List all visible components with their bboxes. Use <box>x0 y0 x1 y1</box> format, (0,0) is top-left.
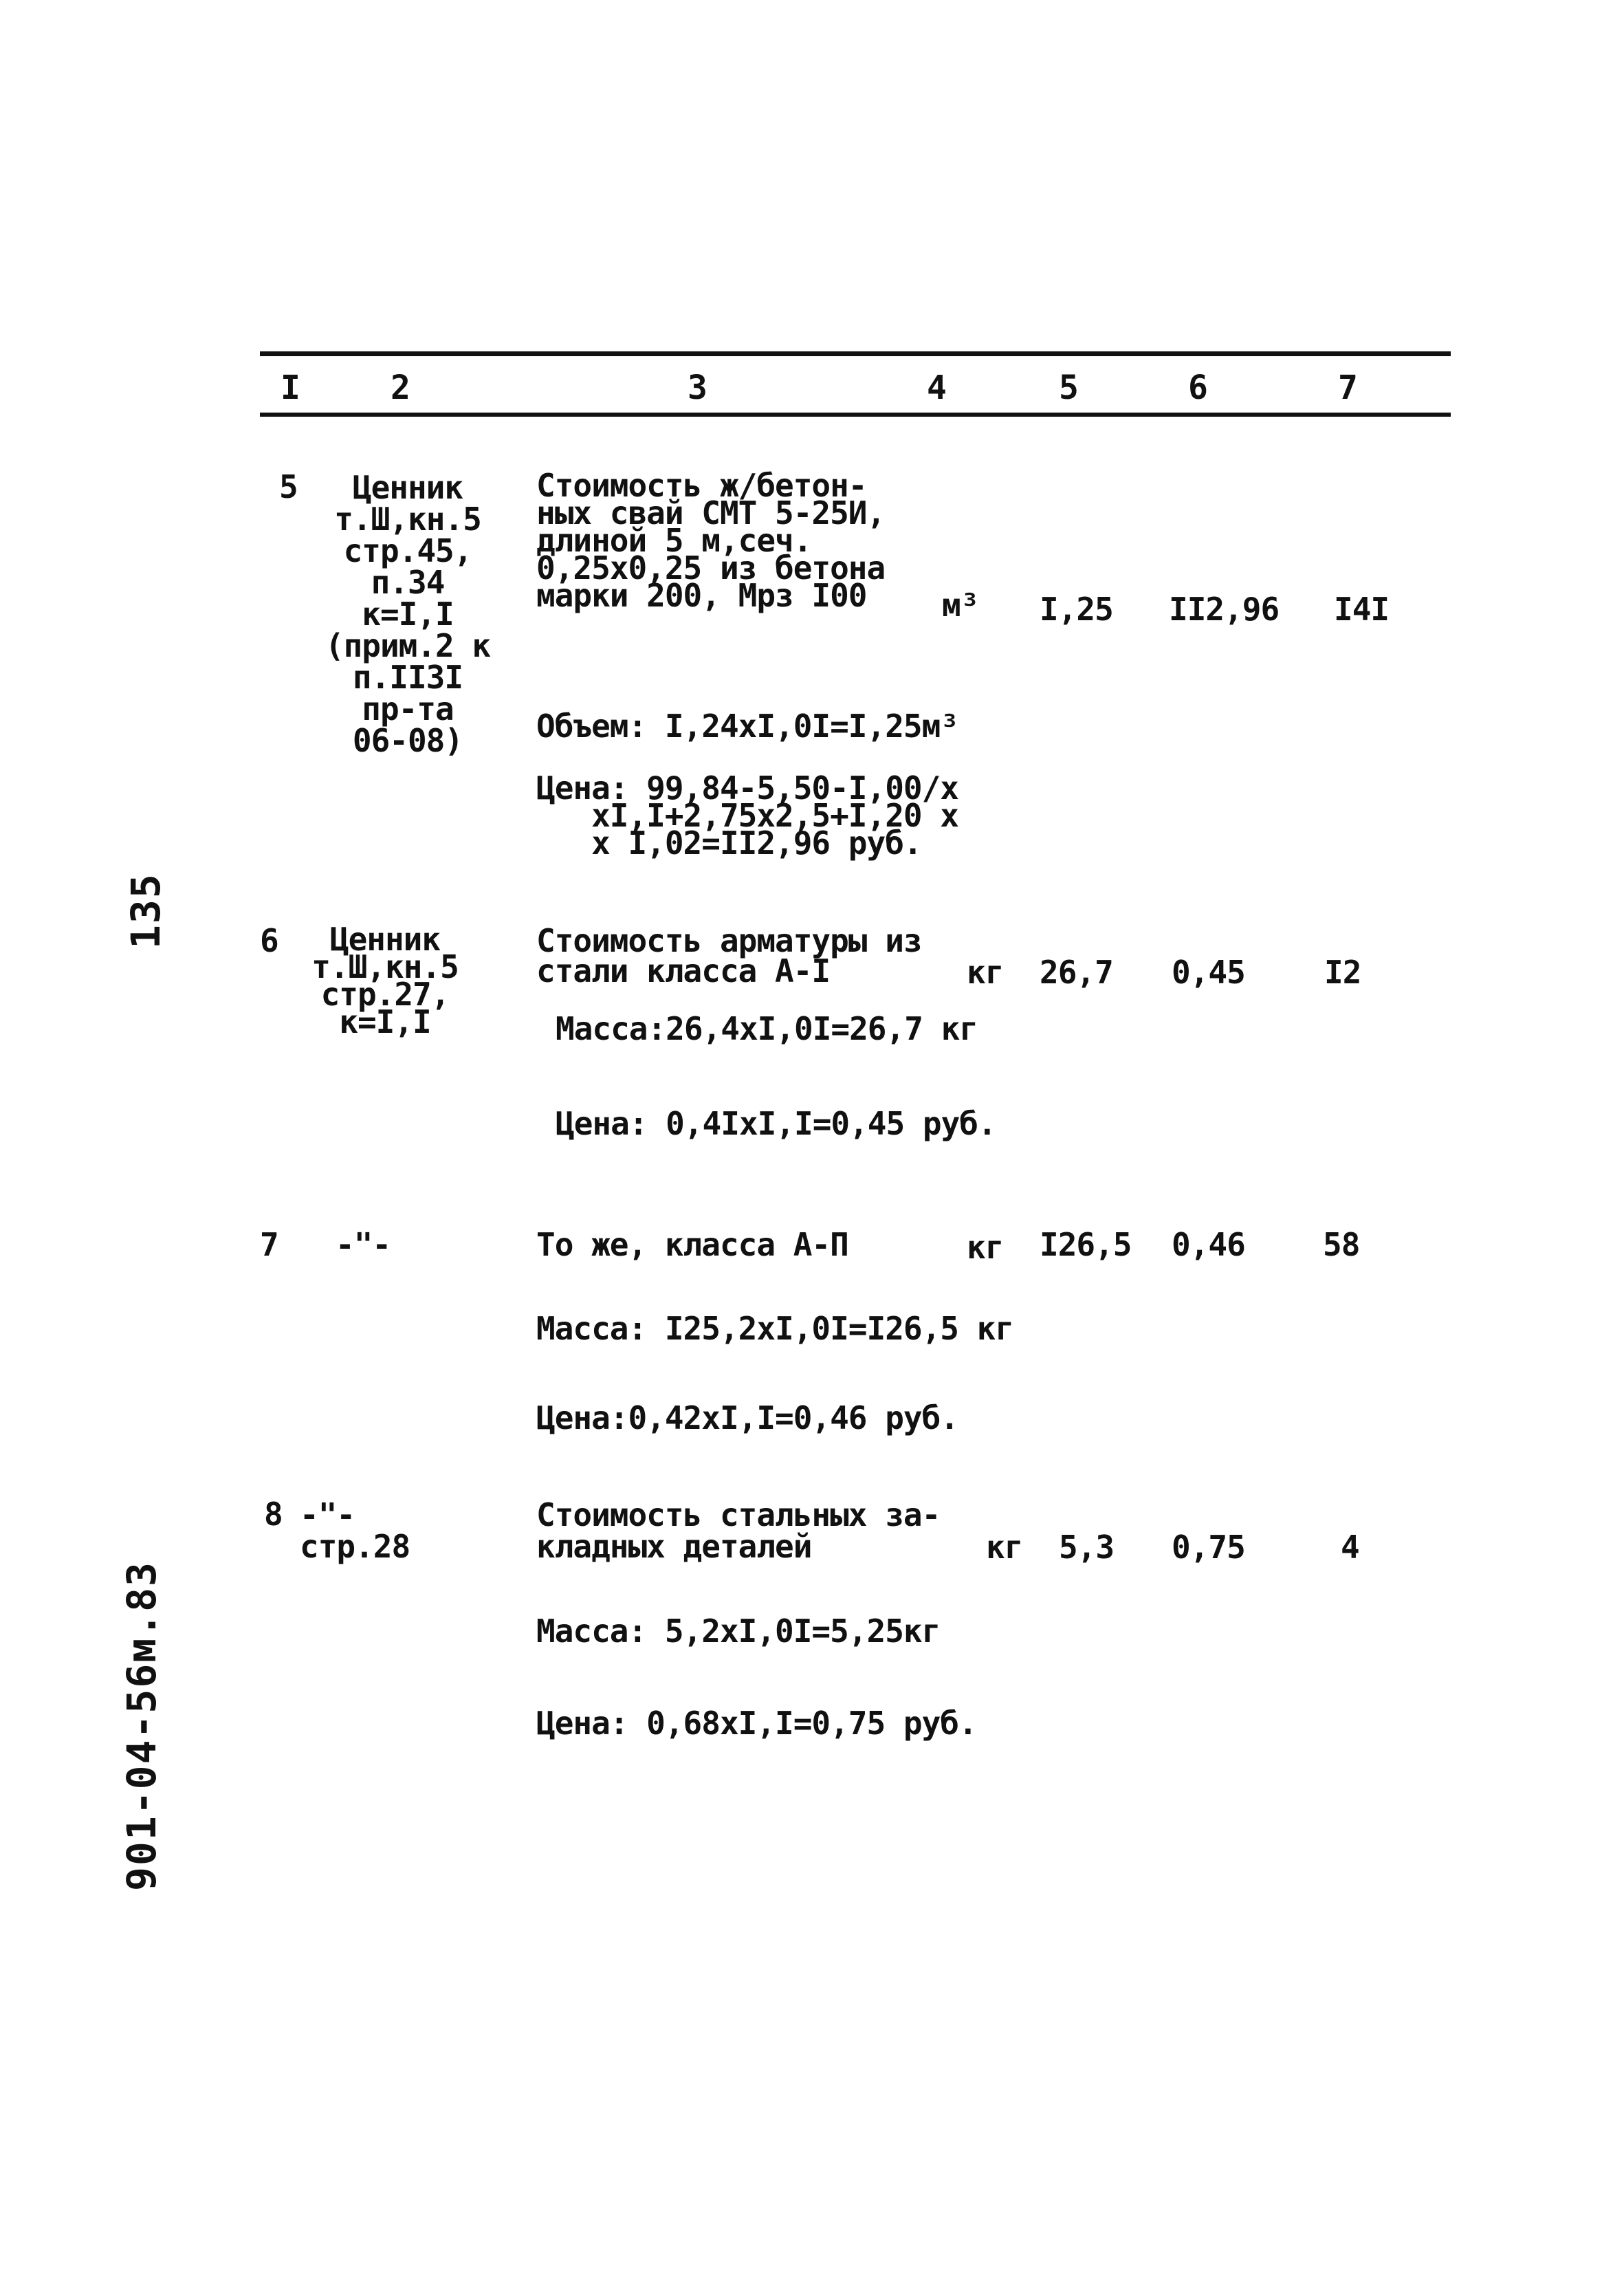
row-7-source: -"- <box>336 1226 391 1263</box>
col-header-7: 7 <box>1338 369 1358 407</box>
row-7-number: 7 <box>260 1226 278 1263</box>
col-header-4: 4 <box>927 369 947 407</box>
document-code: 901-04-56м.83 <box>118 1561 165 1891</box>
col-header-2: 2 <box>391 369 410 407</box>
page-number: 135 <box>122 873 169 949</box>
row-7-mass-calc: Масса: I25,2хI,0I=I26,5 кг <box>536 1310 1014 1347</box>
row-6-price: 0,45 <box>1172 954 1245 991</box>
row-6-qty: 26,7 <box>1040 954 1113 991</box>
col-header-3: 3 <box>688 369 707 407</box>
row-7-price-calc: Цена:0,42хI,I=0,46 руб. <box>536 1399 958 1436</box>
row-8-qty: 5,3 <box>1059 1529 1115 1566</box>
row-6-unit: кг <box>967 954 1004 991</box>
row-5-qty: I,25 <box>1040 591 1113 628</box>
row-8-number: 8 <box>264 1496 283 1533</box>
header-top-rule <box>260 351 1451 356</box>
row-8-mass-calc: Масса: 5,2хI,0I=5,25кг <box>536 1612 941 1650</box>
row-6-description: Стоимость арматуры из стали класса А-I <box>536 922 922 990</box>
row-6-price-calc: Цена: 0,4IхI,I=0,45 руб. <box>556 1105 996 1142</box>
row-8-unit: кг <box>986 1529 1023 1566</box>
row-7-description: То же, класса А-П <box>536 1226 848 1263</box>
row-5-price-calc: Цена: 99,84-5,50-I,00/х хI,I+2,75х2,5+I,20 х х I,02=II2,96 руб. <box>536 769 958 862</box>
row-8-price-calc: Цена: 0,68хI,I=0,75 руб. <box>536 1705 977 1742</box>
header-bottom-rule <box>260 413 1451 417</box>
row-5-price: II2,96 <box>1169 591 1280 628</box>
col-header-6: 6 <box>1188 369 1208 407</box>
row-5-total: I4I <box>1334 591 1390 628</box>
row-5-unit: м³ <box>942 587 979 624</box>
row-7-price: 0,46 <box>1172 1226 1245 1263</box>
row-5-source: Ценник т.Ш,кн.5 стр.45, п.34 к=I,I (прим.2 к п.II3I пр-та 06-08) <box>325 469 491 759</box>
col-header-5: 5 <box>1059 369 1079 407</box>
row-8-description: Стоимость стальных за- кладных деталей <box>536 1496 941 1565</box>
row-5-description: Стоимость ж/бетон- ных свай СМТ 5-25И, длиной 5 м,сеч. 0,25х0,25 из бетона марки 200, Мрз I00 <box>536 467 886 614</box>
row-7-total: 58 <box>1323 1226 1360 1263</box>
row-5-number: 5 <box>279 468 298 505</box>
row-5-volume-calc: Объем: I,24хI,0I=I,25м³ <box>536 708 958 745</box>
row-8-total: 4 <box>1341 1529 1359 1566</box>
row-7-unit: кг <box>967 1229 1004 1266</box>
row-6-source: Ценник т.Ш,кн.5 стр.27, к=I,I <box>311 921 459 1040</box>
row-8-source: -"- стр.28 <box>300 1496 410 1565</box>
row-8-price: 0,75 <box>1172 1529 1245 1566</box>
row-6-number: 6 <box>260 922 278 959</box>
col-header-1: I <box>281 369 300 407</box>
row-6-mass-calc: Масса:26,4хI,0I=26,7 кг <box>556 1010 978 1047</box>
row-6-total: I2 <box>1324 954 1361 991</box>
row-7-qty: I26,5 <box>1040 1226 1132 1263</box>
